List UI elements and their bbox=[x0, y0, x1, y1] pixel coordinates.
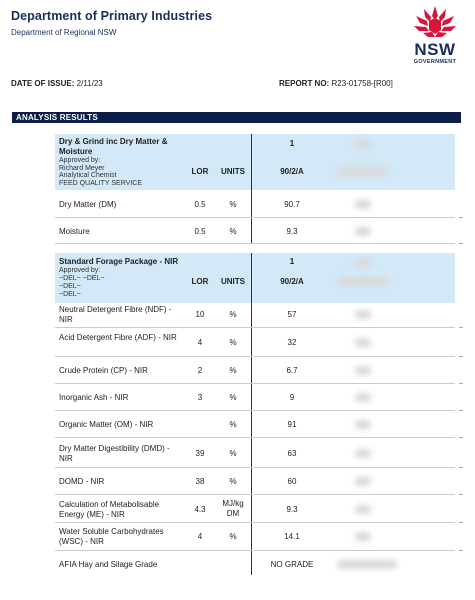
lor-value: 2 bbox=[197, 366, 203, 375]
table-row bbox=[55, 218, 455, 244]
units-value: % bbox=[229, 227, 237, 236]
redacted-value bbox=[338, 167, 388, 176]
units-value: % bbox=[229, 310, 237, 319]
sample-number: 1 bbox=[289, 139, 295, 148]
lor-value: 4.3 bbox=[194, 505, 206, 514]
nsw-government-logo bbox=[405, 4, 465, 70]
lor-header: LOR bbox=[191, 167, 209, 176]
units-value: % bbox=[229, 200, 237, 209]
logo-government-text: GOVERNMENT bbox=[413, 59, 457, 65]
result-value: NO GRADE bbox=[270, 560, 314, 569]
lor-value: 4 bbox=[197, 338, 203, 347]
approver-name: Richard Meyer bbox=[59, 164, 105, 172]
units-value: % bbox=[229, 449, 237, 458]
units-header: UNITS bbox=[221, 277, 245, 286]
block-header bbox=[55, 253, 455, 303]
redacted-value bbox=[355, 420, 371, 429]
result-value: 9.3 bbox=[286, 505, 298, 514]
date-of-issue-label: DATE OF ISSUE: bbox=[11, 79, 75, 88]
redacted-value bbox=[355, 532, 371, 541]
analyte-name: Dry Matter Digestibility (DMD) - NIR bbox=[59, 444, 170, 463]
date-of-issue bbox=[11, 79, 103, 88]
redacted-value bbox=[355, 449, 371, 458]
redacted-value bbox=[355, 338, 371, 347]
redacted-value bbox=[355, 477, 371, 486]
lor-value: 0.5 bbox=[194, 227, 206, 236]
analyte-name: Calculation of Metabolisable Energy (ME) - NIR bbox=[59, 500, 160, 519]
department-title: Department of Primary Industries bbox=[11, 9, 213, 23]
redacted-value bbox=[338, 277, 388, 286]
approver-title: ~DEL~ bbox=[59, 283, 81, 290]
sample-id: 90/2/A bbox=[280, 277, 304, 286]
redacted-value bbox=[355, 227, 371, 236]
result-value: 14.1 bbox=[284, 532, 300, 541]
approver-service: ~DEL~ bbox=[59, 291, 81, 298]
redacted-value bbox=[355, 200, 371, 209]
report-number bbox=[279, 79, 393, 88]
table-row bbox=[55, 190, 455, 218]
table-row bbox=[55, 495, 455, 523]
table-row bbox=[55, 328, 455, 357]
table-row bbox=[55, 303, 455, 328]
units-value: % bbox=[229, 393, 237, 402]
analyte-name: Acid Detergent Fibre (ADF) - NIR bbox=[59, 333, 177, 342]
units-header: UNITS bbox=[221, 167, 245, 176]
analyte-name: Neutral Detergent Fibre (NDF) - NIR bbox=[59, 305, 172, 324]
approver-service: FEED QUALITY SERVICE bbox=[59, 179, 142, 187]
redacted-value bbox=[355, 258, 371, 267]
analyte-name: Crude Protein (CP) - NIR bbox=[59, 366, 148, 375]
date-of-issue-value: 2/11/23 bbox=[76, 79, 103, 88]
approver-name: ~DEL~ ~DEL~ bbox=[59, 275, 105, 282]
result-value: 90.7 bbox=[284, 200, 300, 209]
analyte-name: Water Soluble Carbohydrates (WSC) - NIR bbox=[59, 527, 164, 546]
table-row bbox=[55, 384, 455, 411]
redacted-value bbox=[355, 310, 371, 319]
analyte-name: DOMD - NIR bbox=[59, 477, 105, 486]
analyte-name: Organic Matter (OM) - NIR bbox=[59, 420, 154, 429]
analyte-name: Inorganic Ash - NIR bbox=[59, 393, 129, 402]
result-value: 60 bbox=[287, 477, 297, 486]
lor-header: LOR bbox=[191, 277, 209, 286]
analyte-name: AFIA Hay and Silage Grade bbox=[59, 560, 158, 569]
block-title: Dry & Grind inc Dry Matter & Moisture bbox=[59, 137, 168, 156]
result-value: 32 bbox=[287, 338, 297, 347]
report-header bbox=[0, 0, 475, 74]
result-value: 9 bbox=[289, 393, 295, 402]
result-value: 91 bbox=[287, 420, 297, 429]
waratah-icon bbox=[410, 4, 460, 40]
department-subtitle: Department of Regional NSW bbox=[11, 28, 117, 37]
lor-value: 0.5 bbox=[194, 200, 206, 209]
redacted-value bbox=[355, 366, 371, 375]
redacted-value bbox=[355, 140, 371, 149]
units-value: % bbox=[229, 338, 237, 347]
results-block bbox=[55, 253, 455, 575]
section-title: ANALYSIS RESULTS bbox=[16, 113, 98, 122]
analyte-name: Dry Matter (DM) bbox=[59, 200, 117, 209]
table-row bbox=[55, 438, 455, 468]
sample-id: 90/2/A bbox=[280, 167, 304, 176]
logo-nsw-text: NSW bbox=[414, 40, 456, 59]
table-row bbox=[55, 468, 455, 495]
units-value: % bbox=[229, 477, 237, 486]
table-row bbox=[55, 357, 455, 384]
result-value: 57 bbox=[287, 310, 297, 319]
result-value: 6.7 bbox=[286, 366, 298, 375]
lor-value: 4 bbox=[197, 532, 203, 541]
analyte-name: Moisture bbox=[59, 227, 90, 236]
report-number-value: R23-01758-[R00] bbox=[331, 79, 393, 88]
table-row bbox=[55, 411, 455, 438]
approved-by-label: Approved by: bbox=[59, 267, 101, 274]
result-value: 63 bbox=[287, 449, 297, 458]
table-row bbox=[55, 551, 455, 575]
redacted-value bbox=[355, 505, 371, 514]
section-bar-analysis-results bbox=[12, 112, 461, 123]
units-value: % bbox=[229, 420, 237, 429]
report-number-label: REPORT NO: bbox=[279, 79, 330, 88]
redacted-value bbox=[337, 560, 397, 569]
lor-value: 10 bbox=[195, 310, 205, 319]
block-header bbox=[55, 134, 455, 190]
lor-value: 39 bbox=[195, 449, 205, 458]
redacted-value bbox=[355, 393, 371, 402]
lor-value: 3 bbox=[197, 393, 203, 402]
table-row bbox=[55, 523, 455, 551]
result-value: 9.3 bbox=[286, 227, 298, 236]
approver-title: Analytical Chemist bbox=[59, 172, 117, 179]
approved-by-label: Approved by: bbox=[59, 157, 101, 164]
results-table bbox=[55, 134, 455, 575]
units-value: % bbox=[229, 532, 237, 541]
sample-number: 1 bbox=[289, 257, 295, 266]
units-value: % bbox=[229, 366, 237, 375]
units-value: MJ/kg DM bbox=[222, 499, 244, 518]
block-title: Standard Forage Package - NIR bbox=[59, 257, 179, 266]
lor-value: 38 bbox=[195, 477, 205, 486]
results-block bbox=[55, 134, 455, 244]
